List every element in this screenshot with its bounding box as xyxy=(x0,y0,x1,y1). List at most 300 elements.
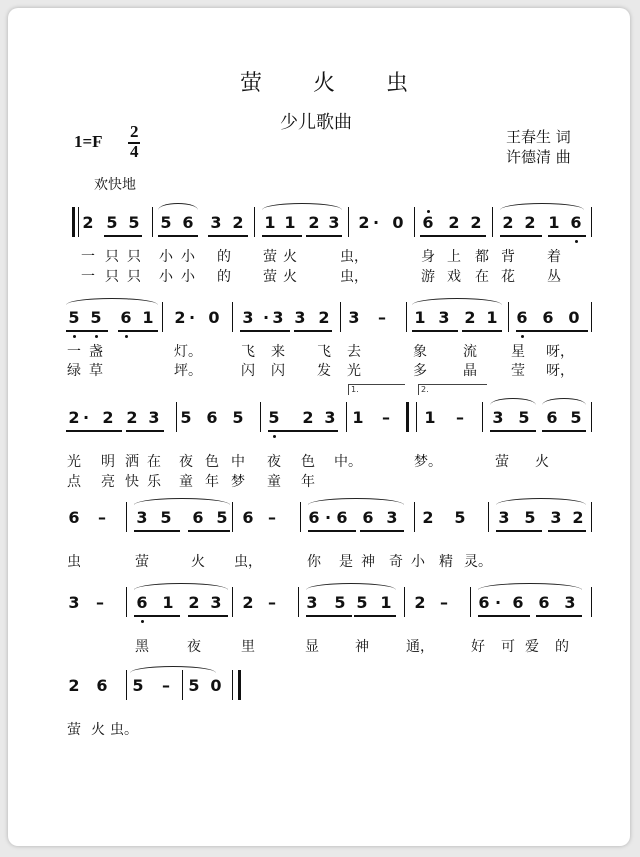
note: – xyxy=(378,308,386,327)
note: · xyxy=(82,408,90,427)
lyric-line-2: 在 xyxy=(475,269,489,285)
note: 5 xyxy=(268,408,280,427)
lyric-line-1: 身 xyxy=(421,249,435,265)
bar-line xyxy=(470,587,471,617)
note: – xyxy=(382,408,390,427)
note: 3 xyxy=(210,213,222,232)
bar-line xyxy=(254,207,255,237)
beam-underline xyxy=(134,530,180,532)
note: 1 xyxy=(486,308,498,327)
lyric-line-2: 的 xyxy=(217,269,231,285)
note: 1 xyxy=(264,213,276,232)
lyric-line-2: 火 xyxy=(283,269,297,285)
note: 6 xyxy=(422,213,434,232)
lyric-line-1: 背 xyxy=(501,249,515,265)
lyric-line-2: 戏 xyxy=(447,269,461,285)
beam-underline xyxy=(516,330,588,332)
lyric-line-2: 童 xyxy=(179,474,193,490)
note: 3 xyxy=(324,408,336,427)
lyric-line-2: 一 xyxy=(81,269,95,285)
slur-arc xyxy=(306,583,396,590)
note: 2 xyxy=(414,593,426,612)
note: 5 xyxy=(160,508,172,527)
lyric-line-2: 晶 xyxy=(463,363,477,379)
beam-underline xyxy=(536,615,582,617)
bar-line xyxy=(591,402,592,432)
lyric-line-1: 着 xyxy=(547,249,561,265)
note: 5 xyxy=(188,676,200,695)
lyric-line-1: 中。 xyxy=(334,454,362,470)
lyric-line-1: 明 xyxy=(101,454,115,470)
slur-arc xyxy=(130,666,216,673)
note: · xyxy=(372,213,380,232)
lyric-line-1: 只 xyxy=(105,249,119,265)
lyric-line-1: 夜 xyxy=(267,454,281,470)
lyric-line-1: 萤 xyxy=(67,722,81,738)
bar-line xyxy=(591,587,592,617)
bar-line xyxy=(176,402,177,432)
note: 2 xyxy=(174,308,186,327)
lyric-line-2: 虫， xyxy=(340,269,368,285)
lyric-line-2: 童 xyxy=(267,474,281,490)
bar-line xyxy=(591,207,592,237)
bar-line xyxy=(300,502,301,532)
beam-underline xyxy=(306,235,342,237)
lyric-line-1: 虫， xyxy=(340,249,368,265)
note: 2 xyxy=(448,213,460,232)
lyric-line-2: 小 xyxy=(181,269,195,285)
bar-line xyxy=(232,502,233,532)
lyric-line-2: 梦 xyxy=(231,474,245,490)
beam-underline xyxy=(66,330,108,332)
beam-underline xyxy=(360,530,404,532)
song-title: 萤 火 虫 xyxy=(240,71,430,96)
note: 2 xyxy=(232,213,244,232)
note: 3 xyxy=(328,213,340,232)
lyric-line-1: 里 xyxy=(241,639,255,655)
note: – xyxy=(440,593,448,612)
note: 6 xyxy=(96,676,108,695)
beam-underline xyxy=(412,330,458,332)
bar-line xyxy=(591,502,592,532)
note: 3 xyxy=(294,308,306,327)
lyric-line-1: 色 xyxy=(205,454,219,470)
beam-underline xyxy=(306,615,352,617)
beam-underline xyxy=(462,330,502,332)
note: 2 xyxy=(464,308,476,327)
lyric-line-1: 可 xyxy=(501,639,515,655)
note: – xyxy=(268,508,276,527)
lyric-line-2: 多 xyxy=(413,363,427,379)
lyric-line-1: 在 xyxy=(147,454,161,470)
note: 5 xyxy=(356,593,368,612)
lyric-line-2: 年 xyxy=(301,474,315,490)
beam-underline xyxy=(134,615,180,617)
note: 1 xyxy=(424,408,436,427)
lyric-line-2: 光 xyxy=(347,363,361,379)
note: 0 xyxy=(208,308,220,327)
lyric-line-1: 虫， xyxy=(234,554,262,570)
lyric-line-2: 乐 xyxy=(147,474,161,490)
lyric-line-1: 小 xyxy=(181,249,195,265)
lyric-line-1: 火 xyxy=(191,554,205,570)
note: 5 xyxy=(454,508,466,527)
lyric-line-1: 精 xyxy=(439,554,453,570)
note: 5 xyxy=(90,308,102,327)
lyric-line-2: 点 xyxy=(67,474,81,490)
note: 3 xyxy=(68,593,80,612)
score-sheet xyxy=(8,8,630,846)
note: · xyxy=(494,593,502,612)
note: 6 xyxy=(308,508,320,527)
bar-line xyxy=(162,302,163,332)
lyric-line-1: 一 xyxy=(67,344,81,360)
note: 5 xyxy=(524,508,536,527)
note: 5 xyxy=(160,213,172,232)
note: 2 xyxy=(318,308,330,327)
note: 3 xyxy=(492,408,504,427)
note: 6 xyxy=(362,508,374,527)
note: 1 xyxy=(414,308,426,327)
note: 2 xyxy=(68,408,80,427)
lyric-line-1: 只 xyxy=(127,249,141,265)
note: – xyxy=(268,593,276,612)
lyric-line-1: 象 xyxy=(413,344,427,360)
note: 6 xyxy=(512,593,524,612)
lyric-line-1: 火 xyxy=(91,722,105,738)
note: 6 xyxy=(538,593,550,612)
lyric-line-1: 色 xyxy=(301,454,315,470)
note: 1 xyxy=(352,408,364,427)
slur-arc xyxy=(412,298,502,305)
lyric-line-2: 闪 xyxy=(241,363,255,379)
note: 6 xyxy=(516,308,528,327)
bar-line xyxy=(508,302,509,332)
note: 1 xyxy=(162,593,174,612)
beam-underline xyxy=(208,235,248,237)
lyric-line-1: 萤 xyxy=(135,554,149,570)
note: 3 xyxy=(386,508,398,527)
lyric-line-1: 上 xyxy=(447,249,461,265)
note: 6 xyxy=(336,508,348,527)
note: 5 xyxy=(518,408,530,427)
bar-line xyxy=(232,670,233,700)
note: 3 xyxy=(148,408,160,427)
beam-underline xyxy=(118,330,158,332)
note: 2 xyxy=(188,593,200,612)
note: 3 xyxy=(272,308,284,327)
note: 5 xyxy=(570,408,582,427)
lyric-line-1: 流 xyxy=(463,344,477,360)
slur-arc xyxy=(158,203,198,210)
lyric-line-1: 灵。 xyxy=(464,554,492,570)
lyric-line-2: 丛 xyxy=(547,269,561,285)
lyric-line-2: 莹 xyxy=(511,363,525,379)
lyric-line-1: 火 xyxy=(283,249,297,265)
note: 5 xyxy=(216,508,228,527)
low-octave-dot xyxy=(141,620,144,623)
bar-line xyxy=(298,587,299,617)
note: 1 xyxy=(142,308,154,327)
slur-arc xyxy=(500,203,584,210)
note: · xyxy=(324,508,332,527)
slur-arc xyxy=(262,203,342,210)
composer-credit: 许德清 曲 xyxy=(506,148,571,166)
slur-arc xyxy=(308,498,404,505)
note: 6 xyxy=(68,508,80,527)
note: 2 xyxy=(126,408,138,427)
note: – xyxy=(456,408,464,427)
time-signature-numerator: 2 xyxy=(130,122,139,141)
note: 3 xyxy=(242,308,254,327)
bar-line xyxy=(340,302,341,332)
note: 3 xyxy=(306,593,318,612)
beam-underline xyxy=(548,530,586,532)
note: 6 xyxy=(120,308,132,327)
lyric-line-1: 神 xyxy=(355,639,369,655)
lyric-line-1: 虫。 xyxy=(110,722,138,738)
beam-underline xyxy=(308,530,356,532)
double-bar-line xyxy=(406,402,409,432)
bar-line xyxy=(414,502,415,532)
bar-line xyxy=(591,302,592,332)
note: 6 xyxy=(542,308,554,327)
beam-underline xyxy=(126,430,164,432)
lyric-line-2: 萤 xyxy=(263,269,277,285)
low-octave-dot xyxy=(521,335,524,338)
note: 2 xyxy=(422,508,434,527)
note: 2 xyxy=(524,213,536,232)
slur-arc xyxy=(66,298,158,305)
bar-line xyxy=(346,402,347,432)
beam-underline xyxy=(500,235,542,237)
lyric-line-2: 亮 xyxy=(101,474,115,490)
beam-underline xyxy=(542,430,586,432)
bar-line xyxy=(416,402,417,432)
lyric-line-2: 闪 xyxy=(271,363,285,379)
slur-arc xyxy=(496,498,586,505)
lyric-line-2: 小 xyxy=(159,269,173,285)
lyric-line-1: 火 xyxy=(535,454,549,470)
note: 1 xyxy=(548,213,560,232)
lyric-line-1: 萤 xyxy=(495,454,509,470)
note: 2 xyxy=(470,213,482,232)
note: 3 xyxy=(564,593,576,612)
bar-line xyxy=(152,207,153,237)
time-signature-denominator: 4 xyxy=(130,142,139,161)
volta-bracket: 2. xyxy=(418,384,487,395)
beam-underline xyxy=(478,615,530,617)
lyric-line-1: 萤 xyxy=(263,249,277,265)
lyricist-credit: 王春生 词 xyxy=(506,128,571,146)
note: 2 xyxy=(68,676,80,695)
lyric-line-1: 爱 xyxy=(525,639,539,655)
low-octave-dot xyxy=(95,335,98,338)
note: 0 xyxy=(392,213,404,232)
slur-arc xyxy=(134,583,228,590)
lyric-line-1: 的 xyxy=(217,249,231,265)
note: 2 xyxy=(308,213,320,232)
bar-line xyxy=(482,402,483,432)
lyric-line-2: 呀， xyxy=(546,363,574,379)
lyric-line-2: 游 xyxy=(421,269,435,285)
bar-line xyxy=(126,502,127,532)
double-bar-line xyxy=(72,207,75,237)
note: – xyxy=(96,593,104,612)
tempo-marking: 欢快地 xyxy=(94,177,136,193)
note: 6 xyxy=(206,408,218,427)
note: 3 xyxy=(498,508,510,527)
lyric-line-2: 草 xyxy=(89,363,103,379)
lyric-line-1: 神 xyxy=(361,554,375,570)
beam-underline xyxy=(420,235,486,237)
lyric-line-2: 花 xyxy=(501,269,515,285)
lyric-line-2: 坪。 xyxy=(174,363,202,379)
note: 5 xyxy=(128,213,140,232)
lyric-line-1: 中 xyxy=(231,454,245,470)
note: 3 xyxy=(438,308,450,327)
note: · xyxy=(188,308,196,327)
note: 2 xyxy=(82,213,94,232)
lyric-line-1: 小 xyxy=(159,249,173,265)
note: 2 xyxy=(358,213,370,232)
bar-line xyxy=(232,302,233,332)
note: 6 xyxy=(570,213,582,232)
beam-underline xyxy=(354,615,396,617)
note: 3 xyxy=(550,508,562,527)
note: 3 xyxy=(210,593,222,612)
lyric-line-1: 一 xyxy=(81,249,95,265)
lyric-line-1: 黑 xyxy=(135,639,149,655)
lyric-line-1: 灯。 xyxy=(174,344,202,360)
key-signature: 1=F xyxy=(74,132,103,151)
beam-underline xyxy=(268,430,338,432)
low-octave-dot xyxy=(575,240,578,243)
low-octave-dot xyxy=(125,335,128,338)
beam-underline xyxy=(262,235,302,237)
lyric-line-1: 飞 xyxy=(317,344,331,360)
lyric-line-1: 星 xyxy=(511,344,525,360)
lyric-line-1: 呀， xyxy=(546,344,574,360)
note: 5 xyxy=(232,408,244,427)
lyric-line-1: 来 xyxy=(271,344,285,360)
lyric-line-2: 年 xyxy=(205,474,219,490)
beam-underline xyxy=(188,530,230,532)
note: 2 xyxy=(302,408,314,427)
note: 5 xyxy=(334,593,346,612)
bar-line xyxy=(232,587,233,617)
lyric-line-1: 去 xyxy=(347,344,361,360)
lyric-line-1: 好 xyxy=(471,639,485,655)
note: · xyxy=(262,308,270,327)
slur-arc xyxy=(490,398,536,405)
note: 3 xyxy=(136,508,148,527)
lyric-line-1: 是 xyxy=(339,554,353,570)
bar-line xyxy=(404,587,405,617)
lyric-line-1: 夜 xyxy=(179,454,193,470)
bar-line xyxy=(78,207,79,237)
beam-underline xyxy=(104,235,142,237)
lyric-line-1: 盏 xyxy=(89,344,103,360)
note: 3 xyxy=(348,308,360,327)
low-octave-dot xyxy=(73,335,76,338)
note: – xyxy=(162,676,170,695)
lyric-line-1: 梦。 xyxy=(414,454,442,470)
note: 2 xyxy=(502,213,514,232)
beam-underline xyxy=(294,330,332,332)
volta-bracket: 1. xyxy=(348,384,405,395)
lyric-line-1: 小 xyxy=(411,554,425,570)
beam-underline xyxy=(548,235,586,237)
lyric-line-1: 奇 xyxy=(389,554,403,570)
bar-line xyxy=(182,670,183,700)
lyric-line-1: 夜 xyxy=(187,639,201,655)
note: 6 xyxy=(546,408,558,427)
lyric-line-1: 都 xyxy=(475,249,489,265)
lyric-line-1: 显 xyxy=(305,639,319,655)
note: 6 xyxy=(136,593,148,612)
lyric-line-2: 只 xyxy=(105,269,119,285)
note: 6 xyxy=(478,593,490,612)
note: 5 xyxy=(180,408,192,427)
beam-underline xyxy=(490,430,536,432)
note: 6 xyxy=(242,508,254,527)
note: 5 xyxy=(106,213,118,232)
beam-underline xyxy=(158,235,198,237)
note: 1 xyxy=(284,213,296,232)
bar-line xyxy=(126,670,127,700)
bar-line xyxy=(260,402,261,432)
note: – xyxy=(98,508,106,527)
lyric-line-2: 快 xyxy=(125,474,139,490)
note: 2 xyxy=(102,408,114,427)
double-bar-line xyxy=(238,670,241,700)
lyric-line-2: 发 xyxy=(317,363,331,379)
note: 1 xyxy=(380,593,392,612)
bar-line xyxy=(406,302,407,332)
song-subtitle: 少儿歌曲 xyxy=(280,112,352,133)
lyric-line-1: 虫 xyxy=(67,554,81,570)
bar-line xyxy=(492,207,493,237)
beam-underline xyxy=(496,530,542,532)
lyric-line-1: 的 xyxy=(555,639,569,655)
note: 2 xyxy=(572,508,584,527)
beam-underline xyxy=(66,430,122,432)
slur-arc xyxy=(134,498,230,505)
low-octave-dot xyxy=(273,435,276,438)
lyric-line-2: 绿 xyxy=(67,363,81,379)
lyric-line-1: 通， xyxy=(406,639,434,655)
lyric-line-1: 飞 xyxy=(241,344,255,360)
bar-line xyxy=(414,207,415,237)
beam-underline xyxy=(240,330,290,332)
high-octave-dot xyxy=(427,210,430,213)
beam-underline xyxy=(188,615,228,617)
slur-arc xyxy=(478,583,582,590)
note: 5 xyxy=(132,676,144,695)
lyric-line-1: 你 xyxy=(307,554,321,570)
note: 5 xyxy=(68,308,80,327)
lyric-line-1: 光 xyxy=(67,454,81,470)
note: 6 xyxy=(182,213,194,232)
note: 0 xyxy=(210,676,222,695)
lyric-line-1: 洒 xyxy=(125,454,139,470)
slur-arc xyxy=(542,398,586,405)
bar-line xyxy=(348,207,349,237)
note: 0 xyxy=(568,308,580,327)
bar-line xyxy=(126,587,127,617)
note: 6 xyxy=(192,508,204,527)
